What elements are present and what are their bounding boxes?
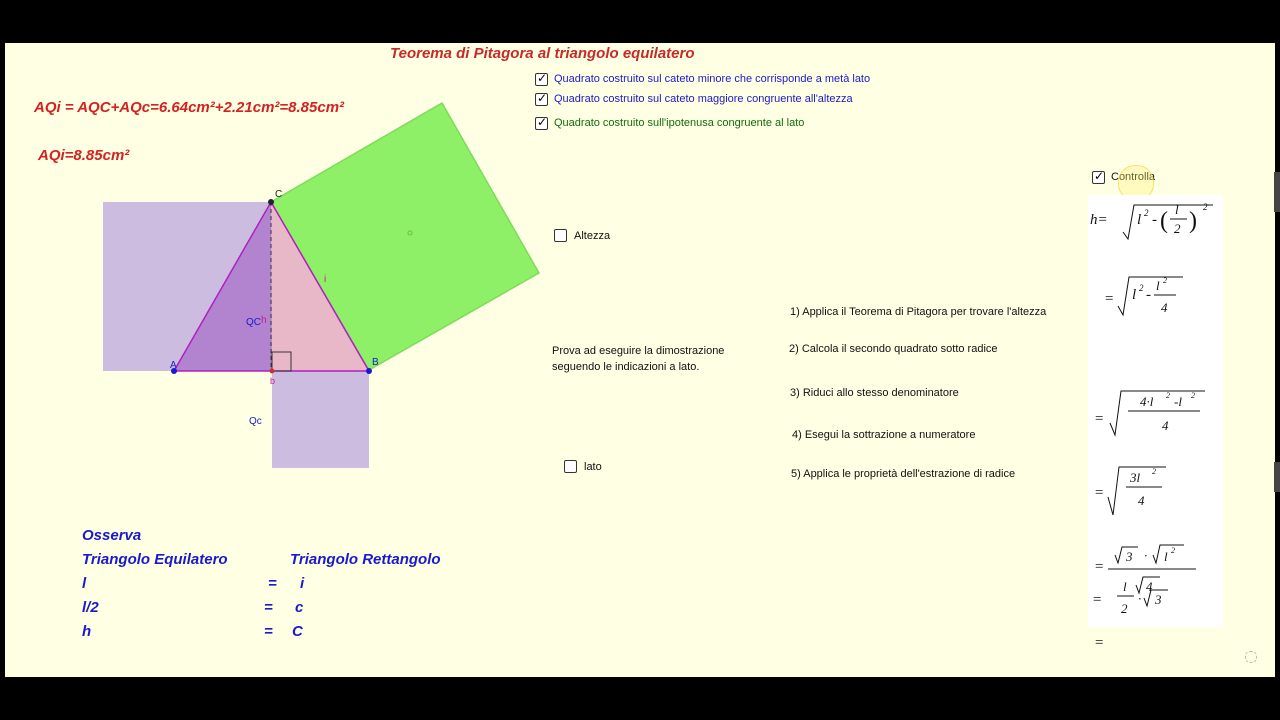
math-sq-5: 2 [1171, 546, 1175, 555]
page-title: Teorema di Pitagora al triangolo equilatero [390, 45, 695, 62]
label-qc-minor: Qc [249, 416, 262, 427]
square-minor-cathetus[interactable] [272, 371, 369, 468]
osserva-row1-right: i [300, 575, 305, 592]
step-1: 1) Applica il Teorema di Pitagora per trovare l'altezza [790, 306, 1047, 318]
instructions-line2: seguendo le indicazioni a lato. [552, 361, 700, 373]
math-h-eq: h= [1090, 212, 1108, 228]
edge-marker-bottom [1274, 462, 1280, 492]
math-minus-l2: -l [1174, 394, 1182, 409]
osserva-row3-left: h [82, 623, 92, 640]
math-derivation [1088, 195, 1223, 651]
math-panel [1088, 195, 1223, 651]
math-l-5: l [1164, 549, 1168, 564]
checkbox-major-square-label: Quadrato costruito sul cateto maggiore congruente all'altezza [554, 93, 853, 105]
math-eq-3: = [1094, 411, 1105, 427]
label-h: h [261, 315, 267, 326]
osserva-row1-left: l [82, 575, 87, 592]
edge-marker-top [1274, 172, 1280, 212]
math-l: l [1137, 212, 1142, 228]
math-eq-6: = [1094, 635, 1105, 651]
step-4: 4) Esegui la sottrazione a numeratore [792, 429, 976, 441]
math-lpar: ( [1160, 208, 1168, 234]
math-dot-5: · [1144, 548, 1148, 563]
vertex-c[interactable] [268, 199, 274, 205]
osserva-row3-right: C [292, 623, 303, 640]
math-l-2: l [1132, 287, 1137, 303]
osserva-row2-right: c [295, 599, 304, 616]
label-i: i [324, 274, 327, 285]
math-rpar: ) [1189, 208, 1197, 234]
math-three-final: 3 [1155, 592, 1162, 607]
math-eq-4: = [1094, 485, 1105, 501]
label-c: C [275, 189, 283, 200]
area-formula: AQi = AQC+AQc=6.64cm²+2.21cm²=8.85cm² [34, 99, 345, 116]
step-2: 2) Calcola il secondo quadrato sotto radice [789, 343, 998, 355]
label-qc-major: QC [246, 317, 261, 328]
checkbox-controlla-label: Controlla [1111, 171, 1156, 183]
checkbox-major-square[interactable] [535, 93, 548, 106]
math-three-5: 3 [1126, 549, 1133, 564]
math-eq-5: = [1094, 559, 1105, 575]
math-four-3: 4 [1162, 418, 1169, 433]
math-four-5: 4 [1146, 579, 1153, 594]
math-minus-2: - [1146, 287, 1151, 303]
math-sq-3a: 2 [1166, 391, 1170, 400]
geometry-figure[interactable] [5, 43, 565, 483]
checkbox-hypotenuse-square[interactable] [535, 117, 548, 130]
vertex-b[interactable] [366, 368, 372, 374]
math-four-4: 4 [1138, 493, 1145, 508]
math-dot-final: · [1138, 591, 1142, 606]
osserva-row3-eq: = [264, 623, 273, 640]
fullscreen-icon[interactable] [1245, 651, 1257, 663]
checkbox-minor-square-label: Quadrato costruito sul cateto minore che corrisponde a metà lato [554, 73, 871, 85]
checkbox-altezza[interactable] [554, 229, 567, 242]
math-final-step [1088, 567, 1223, 627]
osserva-heading: Osserva [82, 527, 142, 544]
label-b: B [372, 357, 379, 368]
math-eq-2: = [1104, 291, 1115, 307]
math-sq-2: 2 [1139, 283, 1144, 293]
osserva-row1-eq: = [268, 575, 277, 592]
math-sq-3b: 2 [1191, 391, 1195, 400]
osserva-row2-eq: = [264, 599, 273, 616]
math-minus: - [1152, 212, 1157, 228]
math-two-final: 2 [1121, 601, 1128, 616]
label-b-small: b [270, 376, 276, 386]
math-sq: 2 [1144, 208, 1149, 218]
step-5: 5) Applica le proprietà dell'estrazione di radice [791, 468, 1016, 480]
math-four-2: 4 [1161, 300, 1168, 315]
checkbox-lato-label: lato [584, 461, 602, 473]
math-sq-4: 2 [1152, 467, 1156, 476]
math-eq-final: = [1092, 592, 1103, 608]
osserva-col2-title: Triangolo Rettangolo [290, 551, 441, 568]
osserva-col1-title: Triangolo Equilatero [82, 551, 228, 568]
geogebra-canvas[interactable] [5, 43, 1275, 677]
checkbox-altezza-label: Altezza [574, 230, 611, 242]
math-two: 2 [1174, 221, 1181, 236]
checkbox-controlla[interactable] [1092, 171, 1105, 184]
label-a: A [170, 360, 177, 371]
area-result: AQi=8.85cm² [38, 147, 130, 164]
checkbox-minor-square[interactable] [535, 73, 548, 86]
point-b[interactable] [270, 369, 275, 374]
instructions-line1: Prova ad eseguire la dimostrazione [552, 345, 725, 357]
math-l-num: l [1175, 202, 1179, 217]
math-sq-outer: 2 [1203, 202, 1208, 212]
step-3: 3) Riduci allo stesso denominatore [790, 387, 959, 399]
math-sq-num-2: 2 [1163, 276, 1167, 285]
checkbox-hypotenuse-square-label: Quadrato costruito sull'ipotenusa congruente al lato [554, 117, 805, 129]
checkbox-lato[interactable] [564, 460, 577, 473]
math-l-final: l [1123, 579, 1127, 594]
math-l-num-2: l [1156, 278, 1160, 293]
math-4l2: 4·l [1140, 394, 1154, 409]
osserva-row2-left: l/2 [82, 599, 99, 616]
math-3l2: 3l [1130, 470, 1141, 485]
